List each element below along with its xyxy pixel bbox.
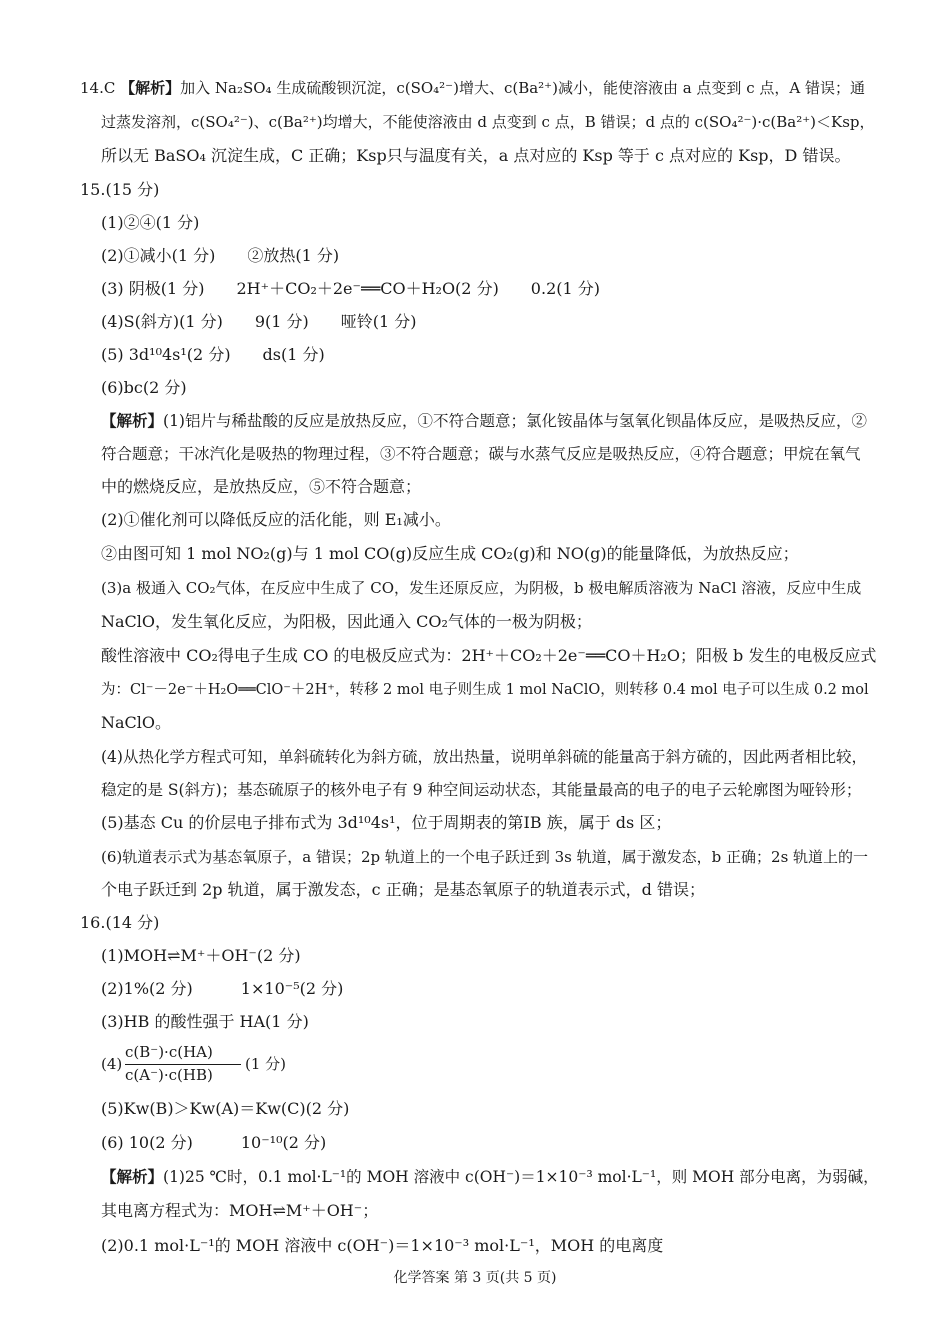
fraction-denominator: c(A⁻)·c(HB)	[125, 1066, 213, 1084]
q16-answer-2: (2)1%(2 分) 1×10⁻⁵(2 分)	[101, 979, 344, 998]
q16-heading: 16.(14 分)	[80, 913, 160, 932]
q15-analysis-line-2: 符合题意；干冰汽化是吸热的物理过程，③不符合题意；碳与水蒸气反应是吸热反应，④符合题意；甲烷在氧气	[101, 445, 861, 463]
q15-analysis-line-15: 个电子跃迁到 2p 轨道，属于激发态，c 正确；是基态氧原子的轨道表示式，d 错误；	[101, 880, 705, 899]
q16-answer-1: (1)MOH⇌M⁺＋OH⁻(2 分)	[101, 946, 301, 965]
q15-analysis-line-8: 酸性溶液中 CO₂得电子生成 CO 的电极反应式为：2H⁺＋CO₂＋2e⁻══CO＋H₂O；阳极 b 发生的电极反应式	[101, 646, 877, 665]
q15-analysis-line-14: (6)轨道表示式为基态氧原子，a 错误；2p 轨道上的一个电子跃迁到 3s 轨道，属于激发态，b 正确；2s 轨道上的一	[101, 848, 869, 866]
q16-analysis-line-2: 其电离方程式为：MOH⇌M⁺＋OH⁻；	[101, 1201, 379, 1220]
q16-analysis-line-3: (2)0.1 mol·L⁻¹的 MOH 溶液中 c(OH⁻)＝1×10⁻³ mol·L⁻¹，MOH 的电离度	[101, 1236, 664, 1255]
analysis-marker: 【解析】	[101, 411, 164, 430]
q15-analysis-line-9: 为：Cl⁻－2e⁻＋H₂O══ClO⁻＋2H⁺，转移 2 mol 电子则生成 1 mol NaClO，则转移 0.4 mol 电子可以生成 0.2 mol	[101, 682, 869, 698]
q15-analysis-line-4: (2)①催化剂可以降低反应的活化能，则 E₁减小。	[101, 510, 451, 529]
q15-answer-3: (3) 阴极(1 分) 2H⁺＋CO₂＋2e⁻══CO＋H₂O(2 分) 0.2(1 分)	[101, 279, 601, 298]
analysis-marker: 【解析】	[120, 79, 181, 97]
q15-answer-1: (1)②④(1 分)	[101, 213, 200, 232]
q15-answer-5: (5) 3d¹⁰4s¹(2 分) ds(1 分)	[101, 345, 325, 364]
fraction-bar	[125, 1064, 241, 1065]
q14-line-2: 过蒸发溶剂，c(SO₄²⁻)、c(Ba²⁺)均增大，不能使溶液由 d 点变到 c 点，B 错误；d 点的 c(SO₄²⁻)·c(Ba²⁺)＜Ksp，	[101, 113, 875, 131]
q15-analysis-line-1: 【解析】(1)铝片与稀盐酸的反应是放热反应，①不符合题意；氯化铵晶体与氢氧化钡晶体反应，是吸热反应，②	[101, 411, 867, 430]
page-footer: 化学答案 第 3 页(共 5 页)	[393, 1270, 557, 1286]
q15-analysis-line-12: 稳定的是 S(斜方)；基态硫原子的核外电子有 9 种空间运动状态，其能量最高的电子的电子云轮廓图为哑铃形；	[101, 781, 862, 799]
fraction-prefix: (4)	[101, 1055, 123, 1073]
q15-heading: 15.(15 分)	[80, 180, 160, 199]
q15-answer-6: (6)bc(2 分)	[101, 378, 187, 397]
q15-analysis-line-5: ②由图可知 1 mol NO₂(g)与 1 mol CO(g)反应生成 CO₂(g)和 NO(g)的能量降低，为放热反应；	[101, 544, 799, 563]
q15-analysis-line-3: 中的燃烧反应，是放热反应，⑤不符合题意；	[101, 477, 422, 496]
q15-analysis-line-7: NaClO，发生氧化反应，为阳极，因此通入 CO₂气体的一极为阴极；	[101, 612, 592, 631]
q15-analysis-line-13: (5)基态 Cu 的价层电子排布式为 3d¹⁰4s¹，位于周期表的第ⅠB 族，属于 ds 区；	[101, 813, 672, 832]
q15-answer-2: (2)①减小(1 分) ②放热(1 分)	[101, 246, 340, 265]
q16-answer-3: (3)HB 的酸性强于 HA(1 分)	[101, 1012, 309, 1031]
q15-answer-4: (4)S(斜方)(1 分) 9(1 分) 哑铃(1 分)	[101, 312, 417, 331]
q16-answer-6: (6) 10(2 分) 10⁻¹⁰(2 分)	[101, 1133, 327, 1152]
q14-line-3: 所以无 BaSO₄ 沉淀生成，C 正确；Ksp只与温度有关，a 点对应的 Ksp 等于 c 点对应的 Ksp，D 错误。	[101, 146, 851, 165]
q15-analysis-line-6: (3)a 极通入 CO₂气体，在反应中生成了 CO，发生还原反应，为阴极，b 极电解质溶液为 NaCl 溶液，反应中生成	[101, 579, 862, 597]
q15-analysis-line-11: (4)从热化学方程式可知，单斜硫转化为斜方硫，放出热量，说明单斜硫的能量高于斜方硫的，因此两者相比较，	[101, 748, 867, 766]
analysis-marker: 【解析】	[101, 1167, 164, 1186]
fraction-suffix: (1 分)	[245, 1055, 287, 1073]
q16-answer-5: (5)Kw(B)＞Kw(A)＝Kw(C)(2 分)	[101, 1099, 350, 1118]
fraction-numerator: c(B⁻)·c(HA)	[125, 1043, 213, 1061]
q14-line-1: 14.C 【解析】加入 Na₂SO₄ 生成硫酸钡沉淀，c(SO₄²⁻)增大、c(Ba²⁺)减小，能使溶液由 a 点变到 c 点，A 错误；通	[80, 79, 865, 97]
q15-analysis-line-10: NaClO。	[101, 713, 172, 732]
q16-analysis-line-1: 【解析】(1)25 ℃时，0.1 mol·L⁻¹的 MOH 溶液中 c(OH⁻)＝1×10⁻³ mol·L⁻¹，则 MOH 部分电离，为弱碱，	[101, 1167, 879, 1186]
